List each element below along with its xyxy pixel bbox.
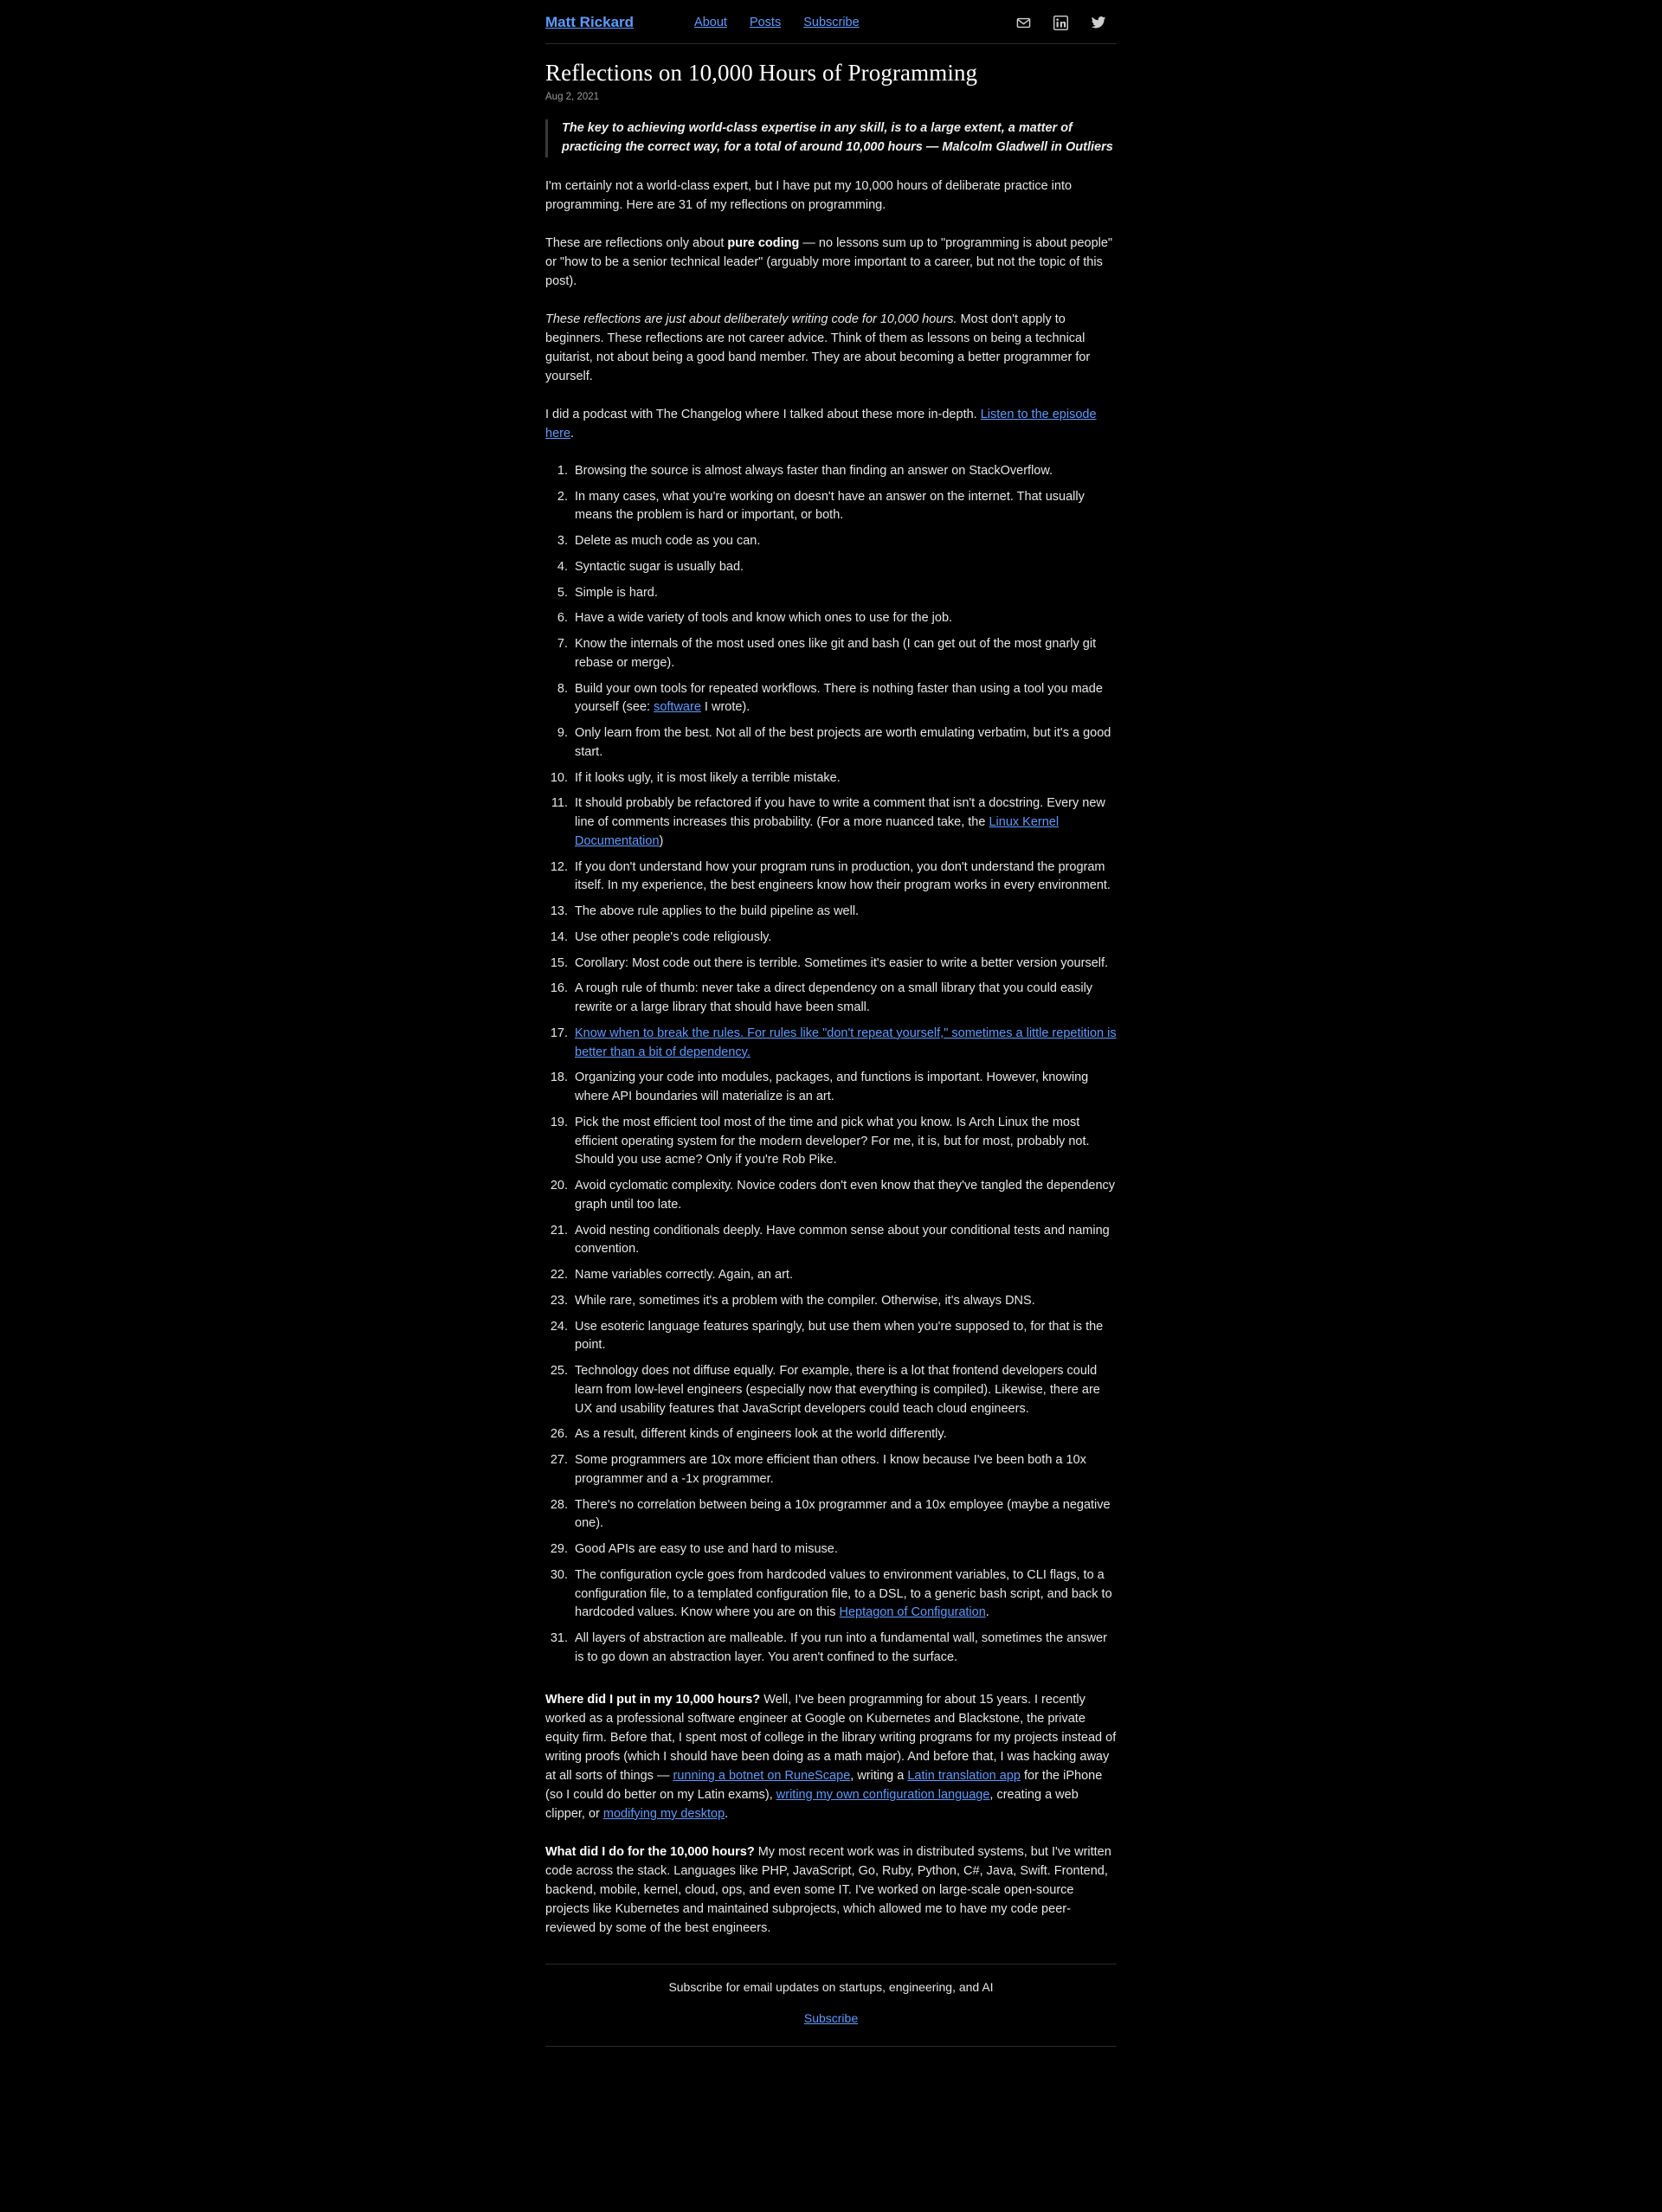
twitter-icon[interactable]: [1091, 15, 1106, 30]
list-item: [571, 1425, 1117, 1444]
list-item: [571, 769, 1117, 788]
site-header: [545, 7, 1117, 44]
bottom-divider: [545, 2046, 1117, 2047]
intro-3-emphasis: These reflections are just about deliberately writing code for 10,000 hours.: [545, 312, 957, 326]
list-item-text: Simple is hard.: [575, 585, 658, 600]
list-item-text: In many cases, what you're working on doesn't have an answer on the internet. That usually means the problem is hard or important, or both.: [575, 489, 1085, 523]
where-text-5: .: [725, 1806, 729, 1821]
list-item: [571, 794, 1117, 851]
list-item: [571, 929, 1117, 948]
list-item: [571, 584, 1117, 603]
linux-kernel-documentation-link[interactable]: Linux Kernel Documentation: [575, 815, 1060, 848]
list-item-text: Know the internals of the most used ones like git and bash (I can get out of the most gnarly git rebase or merge).: [575, 637, 1097, 670]
list-item: [571, 462, 1117, 481]
linkedin-icon[interactable]: [1053, 16, 1068, 30]
heptagon-of-configuration-link[interactable]: Heptagon of Configuration: [839, 1605, 986, 1620]
runescape-botnet-link[interactable]: running a botnet on RuneScape: [673, 1768, 851, 1783]
list-item-text: Delete as much code as you can.: [575, 534, 761, 549]
list-item: [571, 1025, 1117, 1063]
intro-paragraph-2: [545, 234, 1117, 291]
list-item-text: Avoid nesting conditionals deeply. Have common sense about your conditional tests and naming convention.: [575, 1223, 1110, 1257]
list-item-text-post: ): [659, 833, 664, 848]
configuration-language-link[interactable]: writing my own configuration language: [776, 1787, 990, 1802]
list-item-text: While rare, sometimes it's a problem with the compiler. Otherwise, it's always DNS.: [575, 1293, 1035, 1308]
list-item: [571, 1566, 1117, 1623]
modifying-my-desktop-link[interactable]: modifying my desktop: [602, 1806, 725, 1821]
nav-item-posts[interactable]: Posts: [749, 16, 782, 29]
list-item-text-post: I wrote).: [700, 700, 750, 715]
list-item-text: Organizing your code into modules, packages, and functions is important. However, knowing where API boundaries will materialize is an art.: [575, 1071, 1089, 1104]
list-item: [571, 1362, 1117, 1418]
podcast-text-pre: I did a podcast with The Changelog where I talked about these more in-depth.: [545, 407, 981, 421]
where-text-1: Well, I've been programming for about 15 years. I recently worked as a professional software engineer at Google on Kubernetes and Blackstone, the private equity firm. Before that, I spent most of college in the library writing programs for my projects instead of writing proofs (which I should have been doing as a math major). And before that, I was hacking away at all sorts of things —: [545, 1692, 1117, 1783]
list-item: [571, 1266, 1117, 1285]
list-item-text: Only learn from the best. Not all of the best projects are worth emulating verbatim, but it's a good start.: [575, 726, 1111, 759]
list-item: [571, 680, 1117, 718]
list-item: [571, 903, 1117, 922]
where-heading: Where did I put in my 10,000 hours?: [545, 1692, 761, 1707]
list-item: [571, 1177, 1117, 1215]
list-item-text: Build your own tools for repeated workflows. There is nothing faster than using a tool you made yourself (see:: [575, 681, 1103, 715]
list-item-text-post: .: [985, 1605, 989, 1620]
main-nav: [694, 16, 860, 29]
list-item: [571, 635, 1117, 673]
list-item-text: If you don't understand how your program runs in production, you don't understand the program itself. In my experience, the best engineers know how their program works in every environment.: [575, 859, 1111, 893]
intro-2-pre: These are reflections only about: [545, 235, 728, 250]
list-item-text: There's no correlation between being a 10x programmer and a 10x employee (maybe a negative one).: [575, 1497, 1111, 1531]
pure-coding-emphasis: pure coding: [727, 235, 800, 250]
list-item: [571, 1222, 1117, 1260]
list-item-text: A rough rule of thumb: never take a direct dependency on a small library that you could easily rewrite or a large library that should have been small.: [575, 981, 1093, 1015]
article: [545, 60, 1117, 1938]
list-item-text: Browsing the source is almost always faster than finding an answer on StackOverflow.: [575, 463, 1053, 478]
list-item-text: All layers of abstraction are malleable. If you run into a fundamental wall, sometimes the answer is to go down an abstraction layer. You aren't confined to the surface.: [575, 1631, 1107, 1664]
nav-item-about[interactable]: About: [694, 16, 727, 29]
intro-3-rest: Most don't apply to beginners. These reflections are not career advice. Think of them as lessons on being a technical guitarist, not about being a good band member. They are about becoming a better programmer for yourself.: [545, 312, 1091, 383]
pull-quote: The key to achieving world-class expertise in any skill, is to a large extent, a matter of practicing the correct way, for a total of around 10,000 hours — Malcolm Gladwell in Outliers: [545, 119, 1117, 158]
intro-paragraph-1: I'm certainly not a world-class expert, but I have put my 10,000 hours of deliberate practice into programming. Here are 31 of my reflections on programming.: [545, 178, 1073, 212]
list-item: [571, 1451, 1117, 1489]
list-item-text: Good APIs are easy to use and hard to misuse.: [575, 1542, 838, 1557]
email-icon[interactable]: [1016, 16, 1031, 30]
list-item: [571, 1630, 1117, 1668]
page-container: [545, 0, 1117, 2212]
list-item-text: Some programmers are 10x more efficient than others. I know because I've been both a 10x programmer and a -1x programmer.: [575, 1453, 1086, 1486]
list-item: [571, 1496, 1117, 1534]
where-text-3: for the iPhone (so I could do better on my Latin exams),: [545, 1768, 1103, 1802]
list-item: [571, 1318, 1117, 1356]
podcast-episode-link[interactable]: Listen to the episode here: [545, 407, 1097, 440]
reflections-list: [545, 462, 1117, 1668]
intro-paragraph-4: [545, 405, 1117, 443]
list-item: [571, 1114, 1117, 1170]
page-title: Reflections on 10,000 Hours of Programming: [545, 60, 978, 86]
site-brand-link[interactable]: Matt Rickard: [545, 14, 635, 30]
list-item: [571, 724, 1117, 762]
podcast-text-post: .: [570, 426, 575, 440]
list-item: [571, 980, 1117, 1018]
subscribe-button[interactable]: Subscribe: [803, 2010, 859, 2025]
list-item: [571, 609, 1117, 628]
list-item-text: Name variables correctly. Again, an art.: [575, 1268, 793, 1283]
list-item-text: As a result, different kinds of engineers look at the world differently.: [575, 1427, 947, 1442]
list-item: [571, 858, 1117, 897]
list-item-text: The above rule applies to the build pipeline as well.: [575, 904, 860, 919]
where-text-2: , writing a: [850, 1768, 908, 1783]
list-item-text: Avoid cyclomatic complexity. Novice coders don't even know that they've tangled the dependency graph until too late.: [575, 1179, 1116, 1212]
where-paragraph: [545, 1690, 1117, 1823]
list-item-text: Syntactic sugar is usually bad.: [575, 559, 744, 574]
list-item: [571, 1540, 1117, 1559]
social-links: [1016, 15, 1117, 30]
intro-2-post: — no lessons sum up to "programming is about people" or "how to be a senior technical leader" (arguably more important to a career, but not the topic of this post).: [545, 235, 1113, 288]
list-item: [571, 488, 1117, 526]
list-item: [571, 532, 1117, 551]
break-the-rules-link[interactable]: Know when to break the rules. For rules like "don't repeat yourself," sometimes a little repetition is better than a bit of dependency.: [575, 1026, 1117, 1059]
what-heading: What did I do for the 10,000 hours?: [545, 1844, 755, 1859]
list-item: [571, 558, 1117, 577]
list-item-text: The configuration cycle goes from hardcoded values to environment variables, to CLI flags, to a configuration file, to a templated configuration file, to a DSL, to a generic bash script, and back to hardcoded values. Know where you are on this: [575, 1567, 1112, 1620]
what-paragraph: [545, 1842, 1117, 1938]
list-item-text: Use esoteric language features sparingly, but use them when you're supposed to, for that is the point.: [575, 1319, 1104, 1353]
list-item: [571, 955, 1117, 974]
list-item-text: Use other people's code religiously.: [575, 929, 772, 944]
list-item-text: Have a wide variety of tools and know which ones to use for the job.: [575, 611, 953, 626]
list-item: [571, 1069, 1117, 1107]
software-link[interactable]: software: [654, 700, 701, 715]
list-item: [571, 1292, 1117, 1311]
nav-item-subscribe[interactable]: Subscribe: [803, 16, 860, 29]
subscribe-prompt: Subscribe for email updates on startups, engineering, and AI: [668, 1979, 994, 1994]
intro-paragraph-3: [545, 310, 1117, 386]
list-item-text: If it looks ugly, it is most likely a terrible mistake.: [575, 770, 841, 785]
list-item-text: Corollary: Most code out there is terrible. Sometimes it's easier to write a better version yourself.: [575, 955, 1109, 970]
latin-translation-app-link[interactable]: Latin translation app: [907, 1768, 1021, 1783]
list-item-text: Technology does not diffuse equally. For example, there is a lot that frontend developers could learn from low-level engineers (especially now that everything is compiled). Likewise, there are UX and usability features that JavaScript developers could teach cloud engineers.: [575, 1364, 1100, 1416]
article-date: Aug 2, 2021: [545, 92, 600, 102]
list-item-text: It should probably be refactored if you have to write a comment that isn't a docstring. Every new line of comments increases this probability. (For a more nuanced take, the: [575, 796, 1105, 830]
what-text: My most recent work was in distributed systems, but I've written code across the stack. Languages like PHP, JavaScript, Go, Ruby, Python, C#, Java, Swift. Frontend, backend, mobile, kernel, cloud, ops, and even some IT. I've worked on large-scale open-source projects like Kubernetes and maintained subprojects, which allowed me to have my code peer-reviewed by some of the best engineers.: [545, 1844, 1111, 1935]
where-text-4: , creating a web clipper, or: [545, 1787, 1079, 1821]
list-item-text: Pick the most efficient tool most of the time and pick what you know. Is Arch Linux the most efficient operating system for the modern developer? For me, it is, but for most, probably not. Should you use acme? Only if you're Rob Pike.: [575, 1115, 1090, 1167]
